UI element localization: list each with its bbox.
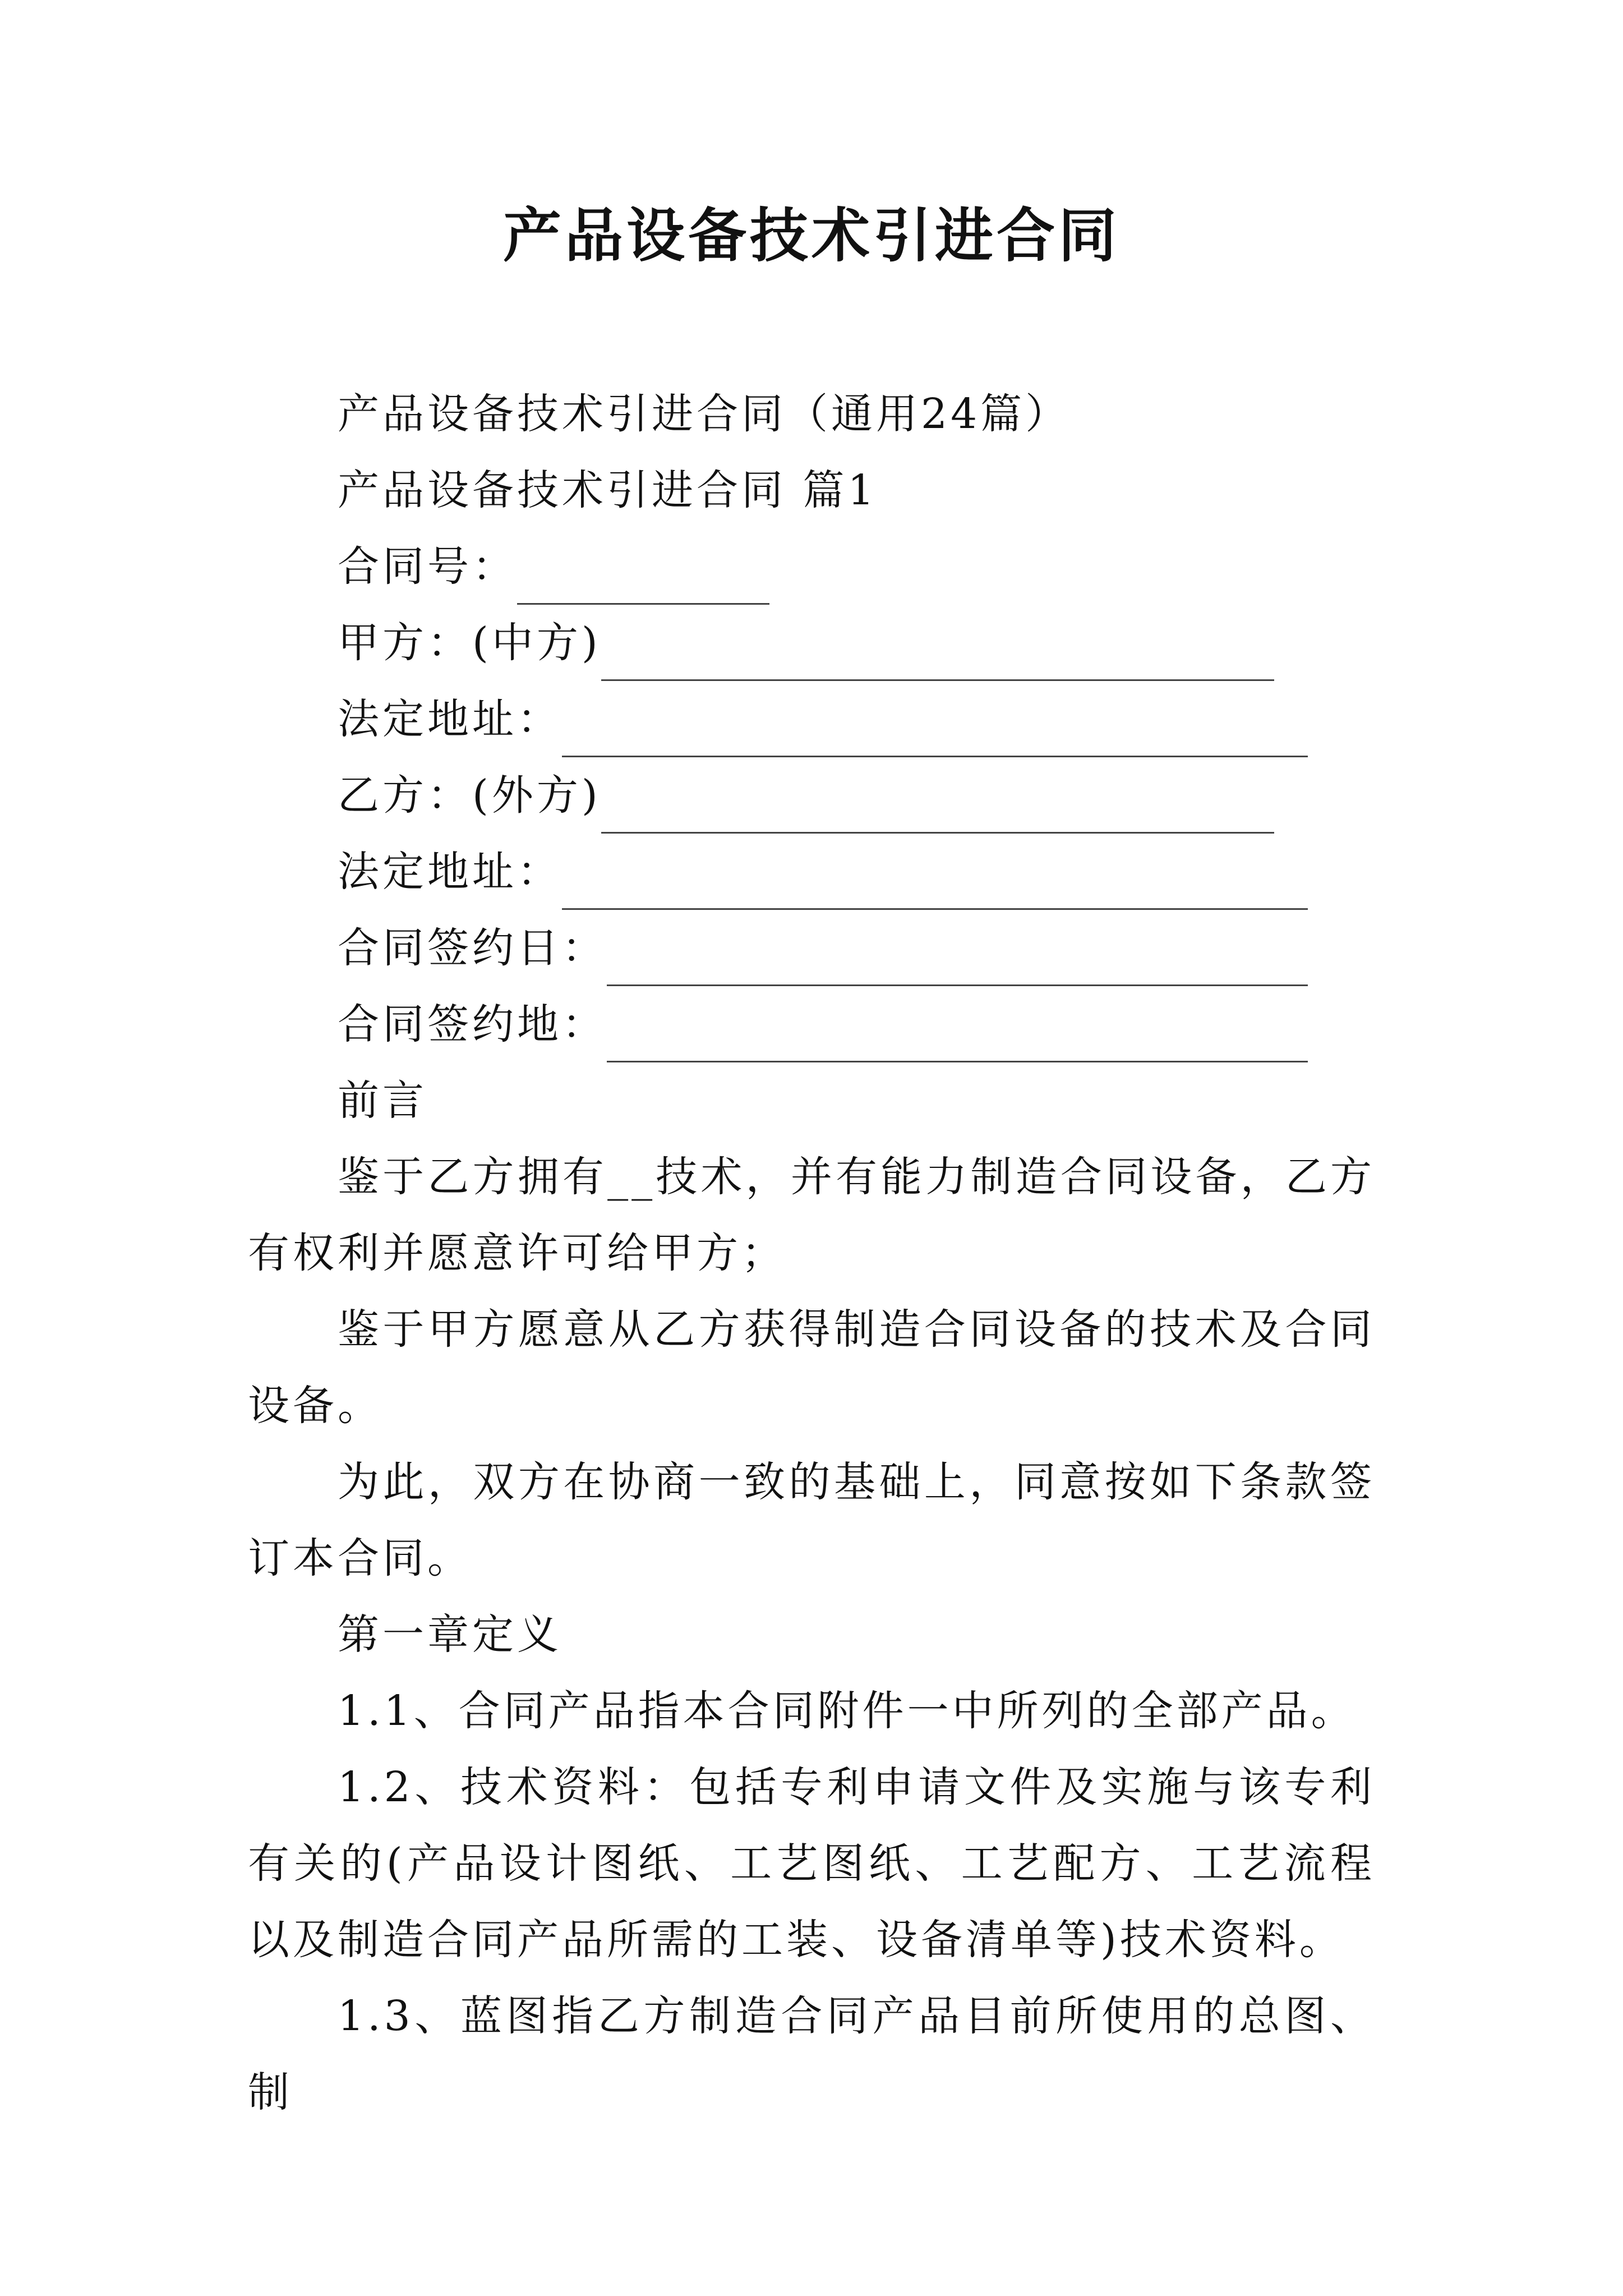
party-b-address-label: 法定地址： xyxy=(338,848,562,896)
party-a-label: 甲方：(中方) xyxy=(338,619,601,667)
paragraph: 鉴于甲方愿意从乙方获得制造合同设备的技术及合同设备。 xyxy=(248,1305,1375,1430)
party-b-address-field xyxy=(248,834,1375,910)
party-a-field xyxy=(248,605,1375,681)
clause: 1.1、合同产品指本合同附件一中所列的全部产品。 xyxy=(338,1687,1356,1735)
party-b-field xyxy=(248,757,1375,834)
clause: 1.2、技术资料：包括专利申请文件及实施与该专利有关的(产品设计图纸、工艺图纸、工艺配方、工艺流程以及制造合同产品所需的工装、设备清单等)技术资料。 xyxy=(248,1763,1375,1964)
sign-date-blank xyxy=(607,934,1308,986)
preface-heading: 前言 xyxy=(338,1076,427,1125)
contract-number-label: 合同号： xyxy=(338,542,517,591)
clause: 1.3、蓝图指乙方制造合同产品目前所使用的总图、制 xyxy=(248,1992,1375,2116)
sign-place-field xyxy=(248,986,1375,1062)
part-heading: 产品设备技术引进合同 篇1 xyxy=(338,466,878,514)
document-subtitle: 产品设备技术引进合同（通用24篇） xyxy=(338,390,1071,438)
sign-place-blank xyxy=(607,1010,1308,1062)
party-b-blank xyxy=(601,781,1274,834)
paragraph: 鉴于乙方拥有__技术，并有能力制造合同设备，乙方有权利并愿意许可给甲方； xyxy=(248,1153,1375,1277)
party-a-address-label: 法定地址： xyxy=(338,695,562,743)
party-a-address-field xyxy=(248,681,1375,757)
party-b-label: 乙方：(外方) xyxy=(338,771,601,820)
sign-place-label: 合同签约地： xyxy=(338,1000,607,1048)
party-b-address-blank xyxy=(562,858,1308,910)
sign-date-field xyxy=(248,910,1375,986)
document-title: 产品设备技术引进合同 xyxy=(502,201,1120,270)
contract-number-blank xyxy=(517,553,769,605)
document-body xyxy=(248,376,1375,2131)
contract-number-field xyxy=(248,528,1375,605)
party-a-address-blank xyxy=(562,705,1308,757)
party-a-blank xyxy=(601,629,1274,681)
sign-date-label: 合同签约日： xyxy=(338,924,607,972)
chapter-heading: 第一章定义 xyxy=(338,1611,562,1659)
paragraph: 为此，双方在协商一致的基础上，同意按如下条款签订本合同。 xyxy=(248,1458,1375,1582)
